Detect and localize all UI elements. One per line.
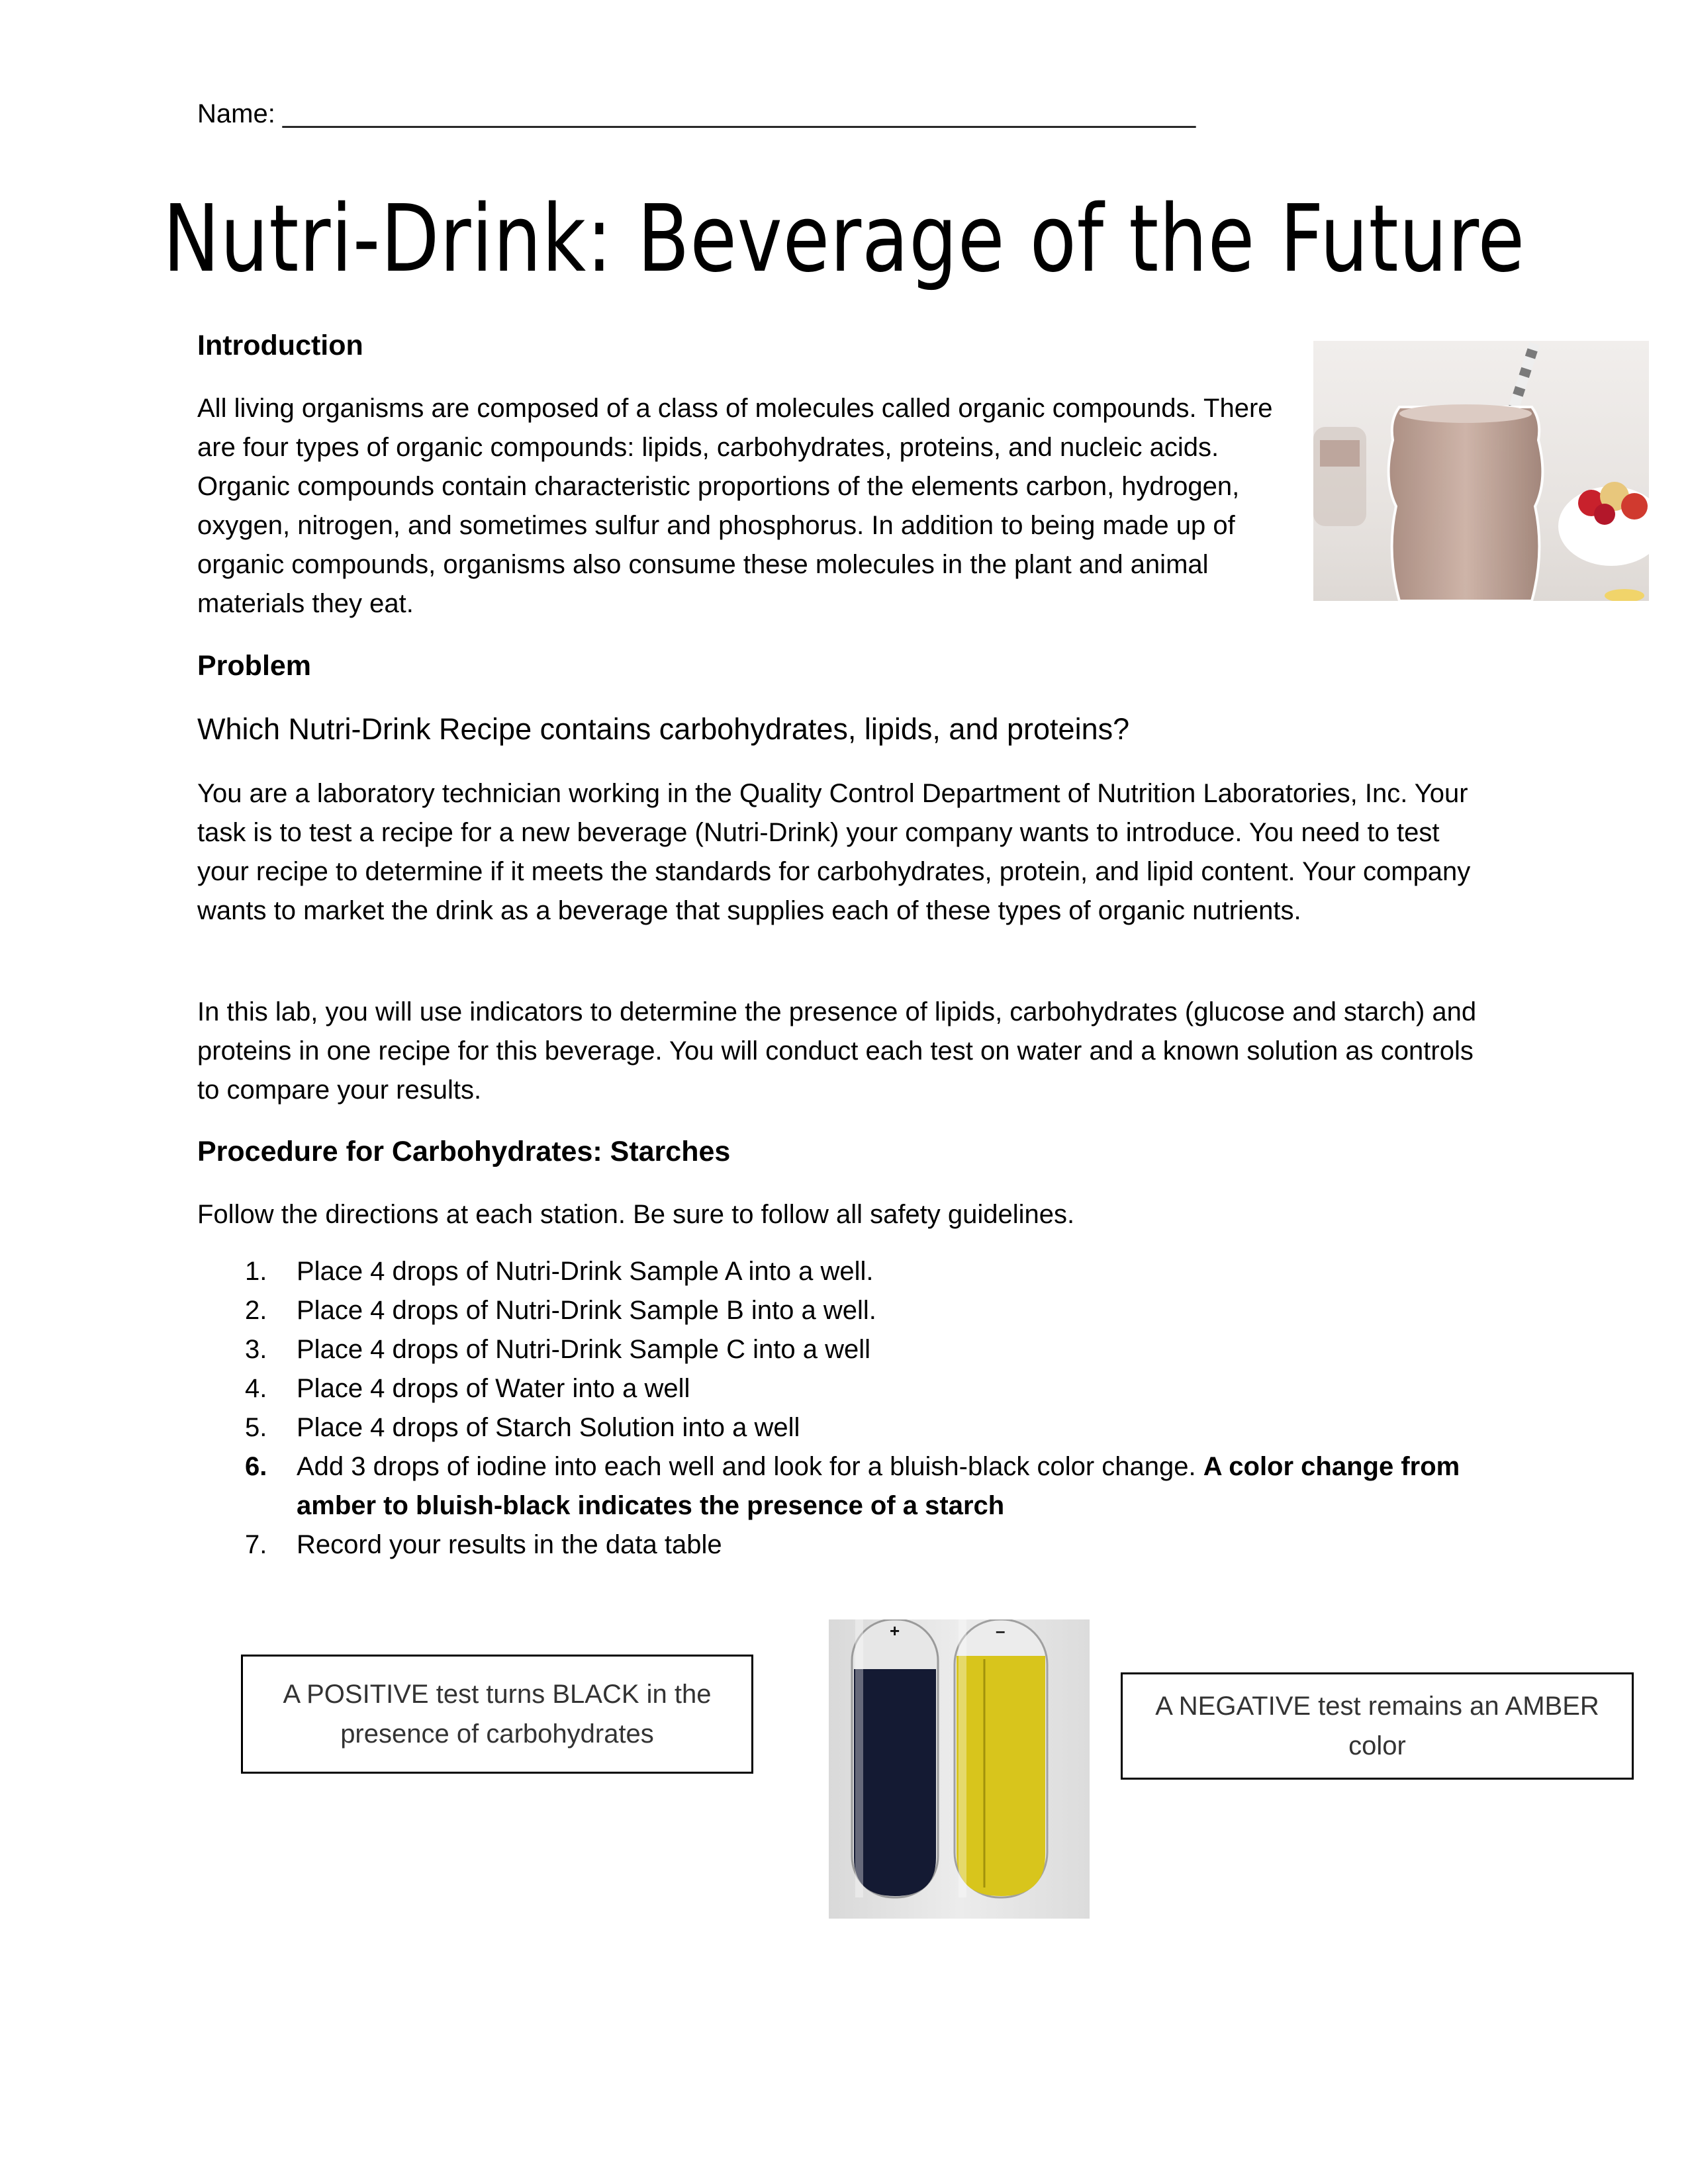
step-text: Place 4 drops of Starch Solution into a well <box>297 1413 800 1442</box>
step-number: 1. <box>245 1257 267 1286</box>
procedure-steps <box>197 1252 1495 1565</box>
introduction-text: All living organisms are composed of a class of molecules called organic compounds. There are four types of organic compounds: lipids, carbohydrates, proteins, and nucleic acids. Organic compounds contain characteristic proportions of the elements carbon, hydrogen, oxygen, nitrogen, and sometimes sulfur and phosphorus. In addition to being made up of organic compounds, organisms also consume these molecules in the plant and animal materials they eat. <box>197 394 1273 618</box>
positive-tube-label: + <box>890 1621 900 1641</box>
list-item <box>197 1291 1495 1330</box>
step-number: 4. <box>245 1374 267 1403</box>
problem-paragraph-1: You are a laboratory technician working in the Quality Control Department of Nutrition Laboratories, Inc. Your task is to test a recipe for a new beverage (Nutri-Drink) your company wants to introduce. You need to test your recipe to determine if it meets the standards for carbohydrates, protein, and lipid content. Your company wants to market the drink as a beverage that supplies each of these types of organic nutrients. <box>197 779 1471 925</box>
negative-test-text: A NEGATIVE test remains an AMBER color <box>1155 1692 1599 1760</box>
step-emphasis: A color change from amber to bluish-black indicates the presence of a starch <box>297 1452 1460 1520</box>
step-number: 6. <box>245 1452 267 1481</box>
name-label: Name: <box>197 99 275 128</box>
step-text: Place 4 drops of Nutri-Drink Sample A into a well. <box>297 1257 874 1286</box>
problem-paragraph-2: In this lab, you will use indicators to determine the presence of lipids, carbohydrates (glucose and starch) and proteins in one recipe for this beverage. You will conduct each test on water and a known solution as controls to compare your results. <box>197 997 1477 1105</box>
list-item <box>197 1369 1495 1408</box>
step-text: Record your results in the data table <box>297 1530 722 1559</box>
step-text: Add 3 drops of iodine into each well and look for a bluish-black color change. <box>297 1452 1196 1481</box>
negative-tube-label: – <box>996 1621 1006 1641</box>
name-blank-line[interactable]: ______________________________________________________________ <box>275 99 1196 128</box>
introduction-heading: Introduction <box>197 330 363 361</box>
smoothie-photo <box>1313 341 1649 601</box>
list-item <box>197 1408 1495 1447</box>
positive-test-callout <box>241 1655 753 1774</box>
step-text: Place 4 drops of Water into a well <box>297 1374 690 1403</box>
list-item <box>197 1252 1495 1291</box>
step-number: 7. <box>245 1530 267 1559</box>
procedure-intro: Follow the directions at each station. Be sure to follow all safety guidelines. <box>197 1200 1075 1229</box>
negative-test-callout <box>1121 1672 1634 1780</box>
test-tubes-illustration <box>829 1619 1090 1919</box>
page-title: Nutri-Drink: Beverage of the Future <box>163 185 1525 293</box>
list-item <box>197 1330 1495 1369</box>
negative-sample-liquid <box>957 1656 1045 1896</box>
smoothie-illustration <box>1313 341 1649 601</box>
step-number: 5. <box>245 1413 267 1442</box>
positive-test-text: A POSITIVE test turns BLACK in the presence of carbohydrates <box>283 1680 712 1749</box>
step-number: 2. <box>245 1296 267 1325</box>
test-tubes-photo <box>829 1619 1090 1919</box>
list-item <box>197 1525 1495 1565</box>
list-item <box>197 1447 1495 1525</box>
step-text: Place 4 drops of Nutri-Drink Sample B into a well. <box>297 1296 876 1325</box>
positive-sample-liquid <box>854 1669 936 1896</box>
name-field <box>197 99 1196 129</box>
problem-heading: Problem <box>197 650 312 682</box>
step-text: Place 4 drops of Nutri-Drink Sample C into a well <box>297 1335 871 1364</box>
procedure-heading: Procedure for Carbohydrates: Starches <box>197 1136 731 1167</box>
problem-question: Which Nutri-Drink Recipe contains carbohydrates, lipids, and proteins? <box>197 712 1130 746</box>
step-number: 3. <box>245 1335 267 1364</box>
